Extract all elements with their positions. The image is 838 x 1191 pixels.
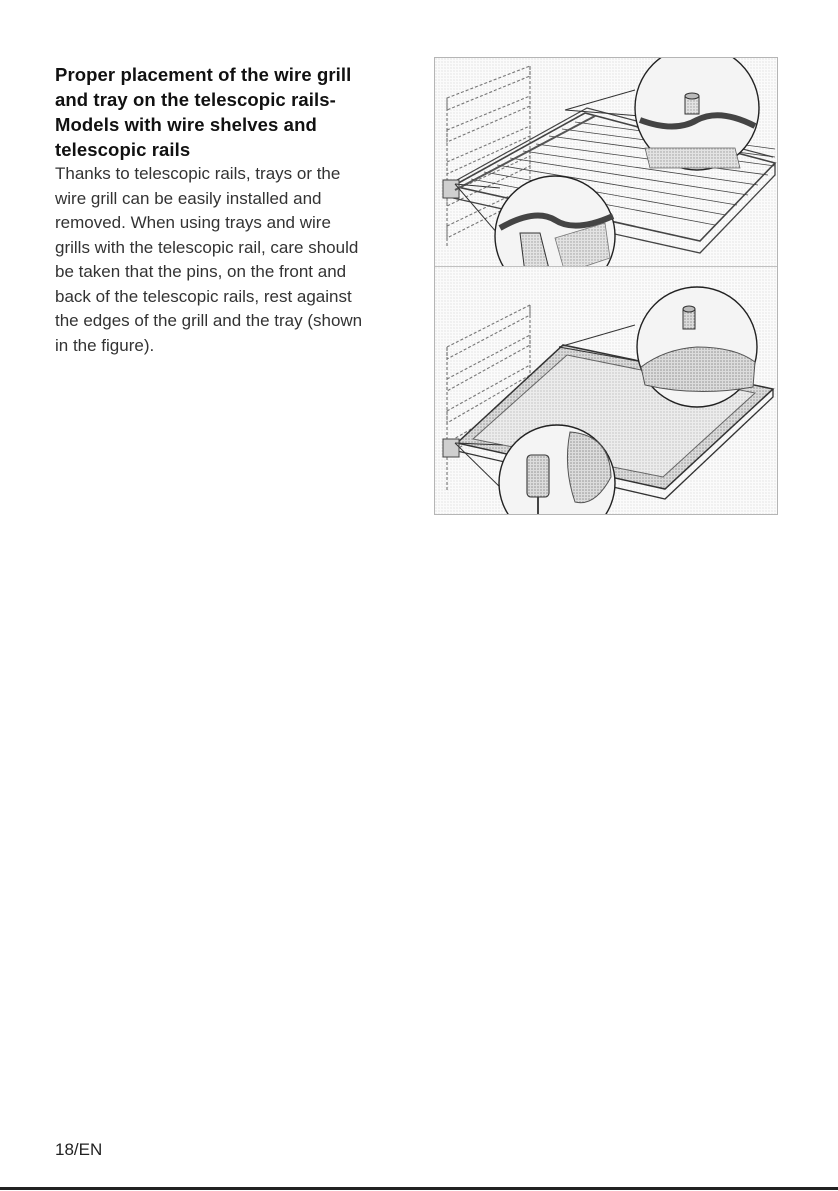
text-column bbox=[55, 62, 415, 358]
body-line: Thanks to telescopic rails, trays or the bbox=[55, 164, 341, 183]
heading-line: telescopic rails bbox=[55, 139, 191, 160]
heading-line: and tray on the telescopic rails- bbox=[55, 89, 336, 110]
body-line: back of the telescopic rails, rest against bbox=[55, 286, 352, 306]
page-number: 18/EN bbox=[55, 1140, 103, 1159]
rear-pin-magnifier-icon bbox=[635, 58, 759, 170]
bottom-divider bbox=[0, 1187, 838, 1190]
section-heading bbox=[55, 62, 415, 162]
section-body bbox=[55, 162, 415, 358]
telescopic-rail-icon bbox=[443, 439, 459, 457]
heading-line: Models with wire shelves and bbox=[55, 114, 317, 135]
tray-drawing bbox=[435, 267, 777, 514]
body-line: grills with the telescopic rail, care should bbox=[55, 237, 359, 257]
tray-illustration bbox=[435, 267, 777, 514]
body-line: removed. When using trays and wire bbox=[55, 213, 331, 232]
body-line: be taken that the pins, on the front and bbox=[55, 262, 347, 281]
body-line: in the figure). bbox=[55, 335, 155, 355]
rear-pin-magnifier-icon bbox=[637, 287, 757, 407]
wire-grill-drawing bbox=[435, 58, 777, 266]
body-line: the edges of the grill and the tray (shown bbox=[55, 311, 363, 330]
installation-figure bbox=[434, 57, 778, 515]
body-line: wire grill can be easily installed and bbox=[55, 188, 322, 208]
wire-grill-illustration bbox=[435, 58, 777, 267]
heading-line: Proper placement of the wire grill bbox=[55, 64, 352, 85]
